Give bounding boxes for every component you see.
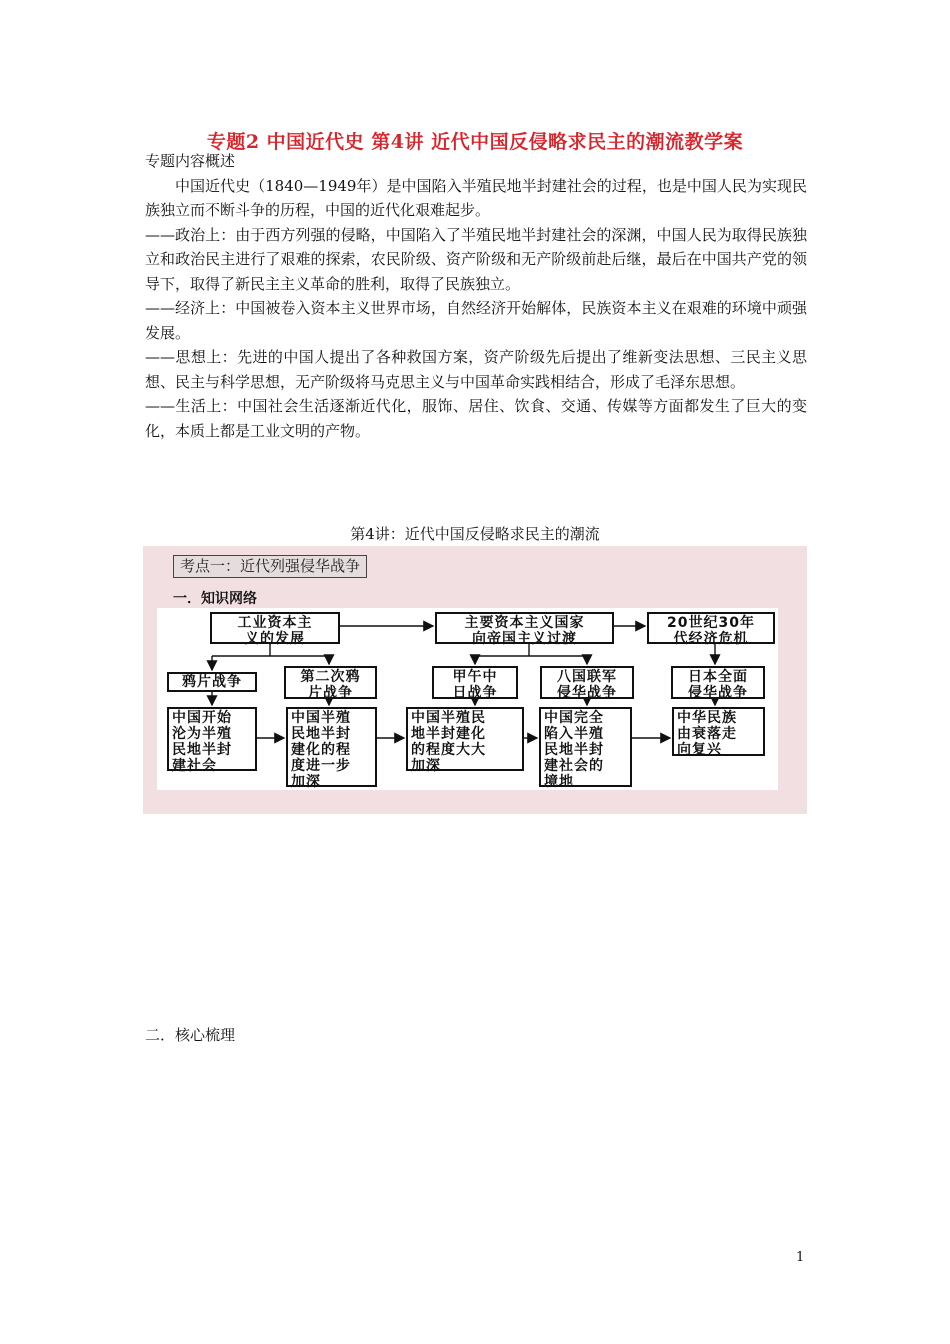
node-imperialism-transition: 主要资本主义国家 向帝国主义过渡 [435, 612, 614, 644]
node-semi-colonial-start: 中国开始 沦为半殖 民地半封 建社会 [167, 707, 257, 771]
knowledge-panel [143, 546, 807, 814]
node-eight-nation-war: 八国联军 侵华战争 [540, 666, 634, 699]
node-national-revival: 中华民族 由衰落走 向复兴 [672, 707, 765, 756]
node-economic-crisis: 20世纪30年 代经济危机 [647, 612, 775, 644]
overview-text [145, 149, 807, 443]
paragraph-life: ——生活上：中国社会生活逐渐近代化，服饰、居住、饮食、交通、传媒等方面都发生了巨大的变化，本质上都是工业文明的产物。 [145, 397, 807, 440]
section-core-review: 二．核心梳理 [145, 1026, 236, 1044]
paragraph-thought: ——思想上：先进的中国人提出了各种救国方案，资产阶级先后提出了维新变法思想、三民主义思想、民主与科学思想，无产阶级将马克思主义与中国革命实践相结合，形成了毛泽东思想。 [145, 348, 807, 391]
node-japan-invasion: 日本全面 侵华战争 [671, 666, 765, 699]
figure-caption: 第4讲：近代中国反侵略求民主的潮流 [350, 525, 600, 543]
document-title: 专题2 中国近代史 第4讲 近代中国反侵略求民主的潮流教学案 [206, 131, 744, 153]
exam-point-tag: 考点一：近代列强侵华战争 [173, 555, 367, 578]
node-industrial-capitalism: 工业资本主 义的发展 [210, 612, 340, 644]
paragraph-politics: ——政治上：由于西方列强的侵略，中国陷入了半殖民地半封建社会的深渊，中国人民为取得民族独立和政治民主进行了艰难的探索，农民阶级、资产阶级和无产阶级前赴后继，最后在中国共产党的领导下，取得了新民主主义革命的胜利，取得了民族独立。 [145, 225, 807, 293]
node-semi-colonial-deepen: 中国半殖 民地半封 建化的程 度进一步 加深 [286, 707, 377, 787]
page-number: 1 [796, 1250, 805, 1265]
node-sino-japanese-war: 甲午中 日战争 [432, 666, 518, 699]
paragraph-intro: 中国近代史（1840—1949年）是中国陷入半殖民地半封建社会的过程，也是中国人民为实现民族独立而不断斗争的历程，中国的近代化艰难起步。 [145, 176, 807, 219]
overview-heading: 专题内容概述 [145, 152, 236, 170]
node-opium-war: 鸦片战争 [167, 672, 257, 692]
knowledge-network-heading: 一．知识网络 [173, 591, 257, 607]
node-second-opium-war: 第二次鸦 片战争 [284, 666, 377, 699]
knowledge-network-diagram [157, 608, 778, 790]
paragraph-economy: ——经济上：中国被卷入资本主义世界市场，自然经济开始解体，民族资本主义在艰难的环境中顽强发展。 [145, 299, 807, 342]
node-semi-colonial-complete: 中国完全 陷入半殖 民地半封 建社会的 境地 [539, 707, 632, 787]
node-semi-colonial-greatly-deepen: 中国半殖民 地半封建化 的程度大大 加深 [406, 707, 524, 771]
